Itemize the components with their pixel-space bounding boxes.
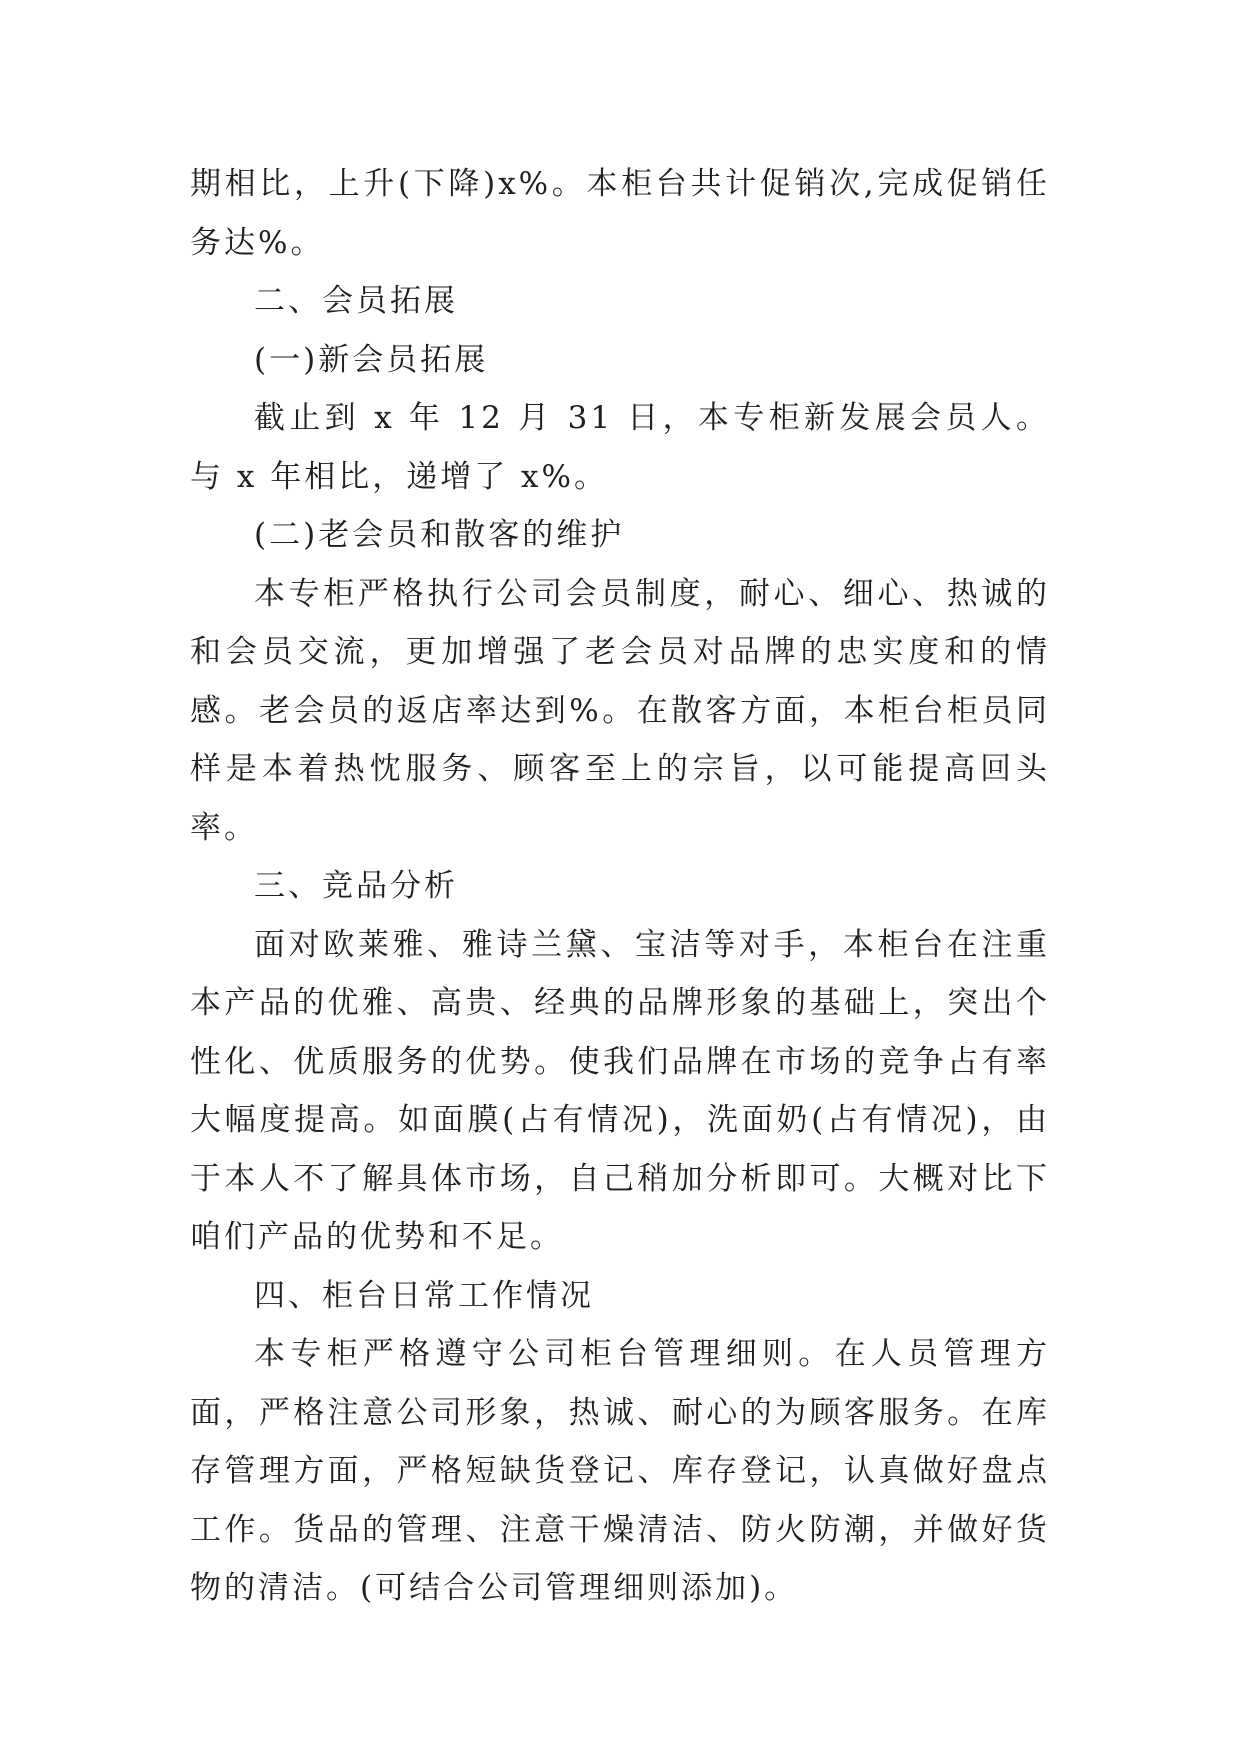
paragraph-competitor-analysis: 面对欧莱雅、雅诗兰黛、宝洁等对手，本柜台在注重本产品的优雅、高贵、经典的品牌形象的基础上，突出个性化、优质服务的优势。使我们品牌在市场的竞争占有率大幅度提高。如面膜(占有情况)，洗面奶(占有情况)，由于本人不了解具体市场，自己稍加分析即可。大概对比下咱们产品的优势和不足。 <box>190 926 1050 1255</box>
section-heading-member-expansion: 二、会员拓展 <box>254 283 458 319</box>
document-body <box>190 155 1050 1618</box>
paragraph-continuation: 期相比，上升(下降)x%。本柜台共计促销次,完成促销任务达%。 <box>190 166 1050 261</box>
subheading-new-members: (一)新会员拓展 <box>254 341 489 378</box>
paragraph-daily-work: 本专柜严格遵守公司柜台管理细则。在人员管理方面，严格注意公司形象，热诚、耐心的为顾客服务。在库存管理方面，严格短缺货登记、库存登记，认真做好盘点工作。货品的管理、注意干燥清洁、防火防潮，并做好货物的清洁。(可结合公司管理细则添加)。 <box>190 1336 1050 1606</box>
section-heading-competitor-analysis: 三、竞品分析 <box>254 868 458 904</box>
section-heading-daily-work: 四、柜台日常工作情况 <box>254 1277 594 1314</box>
paragraph-old-members: 本专柜严格执行公司会员制度，耐心、细心、热诚的和会员交流，更加增强了老会员对品牌的忠实度和的情感。老会员的返店率达到%。在散客方面，本柜台柜员同样是本着热忱服务、顾客至上的宗旨，以可能提高回头率。 <box>190 575 1050 846</box>
paragraph-new-members: 截止到 x 年 12 月 31 日，本专柜新发展会员人。与 x 年相比，递增了 x%。 <box>190 400 1050 495</box>
subheading-old-members: (二)老会员和散客的维护 <box>254 517 625 553</box>
